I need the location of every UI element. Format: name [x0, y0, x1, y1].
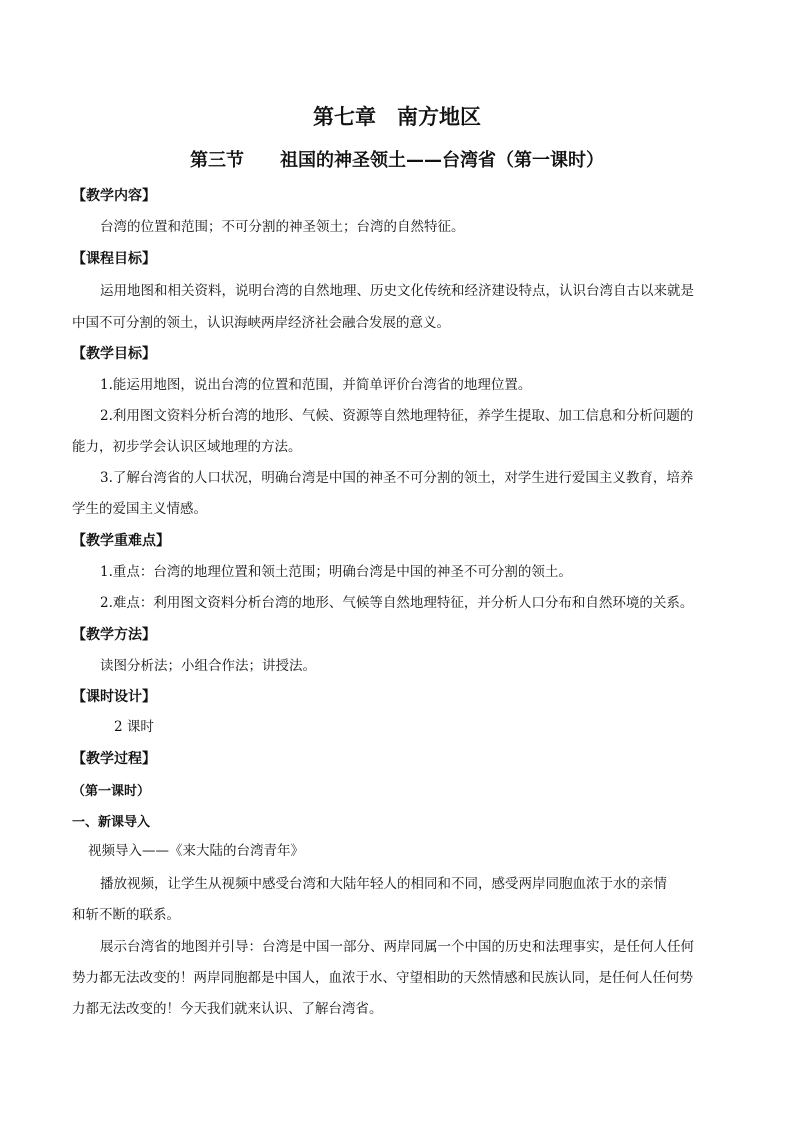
heading-lesson-design: 【课时设计】 — [72, 689, 156, 705]
heading-key-difficult-points: 【教学重难点】 — [72, 533, 170, 549]
part-one-line-5: 势力都无法改变的！两岸同胞都是中国人，血浓于水、守望相助的天然情感和民族认同，是任何人任何势 — [72, 970, 693, 986]
part-one-line-2: 播放视频，让学生从视频中感受台湾和大陆年轻人的相同和不同，感受两岸同胞血浓于水的亲情 — [100, 876, 667, 892]
key-points-line-2: 2.难点：利用图文资料分析台湾的地形、气候等自然地理特征，并分析人口分布和自然环境的关系。 — [100, 595, 694, 611]
key-points-line-1: 1.重点：台湾的地理位置和领土范围；明确台湾是中国的神圣不可分割的领土。 — [100, 564, 572, 580]
part-one-line-3: 和斩不断的联系。 — [72, 907, 180, 923]
teaching-goals-line-3: 能力，初步学会认识区域地理的方法。 — [72, 439, 302, 455]
heading-teaching-content: 【教学内容】 — [72, 188, 156, 204]
lesson-label: （第一课时） — [72, 784, 151, 799]
teaching-goals-line-5: 学生的爱国主义情感。 — [72, 501, 207, 517]
heading-teaching-goals: 【教学目标】 — [72, 346, 156, 362]
teaching-goals-line-1: 1.能运用地图，说出台湾的位置和范围，并简单评价台湾省的地理位置。 — [100, 377, 532, 393]
section-title: 第三节 祖国的神圣领土——台湾省（第一课时） — [190, 150, 604, 171]
teaching-goals-line-4: 3.了解台湾省的人口状况，明确台湾是中国的神圣不可分割的领土，对学生进行爱国主义教育，培养 — [100, 470, 694, 486]
heading-course-goals: 【课程目标】 — [72, 251, 156, 267]
part-one-line-1: 视频导入——《来大陆的台湾青年》 — [88, 843, 304, 859]
part-one-line-6: 力都无法改变的！今天我们就来认识、了解台湾省。 — [72, 1001, 383, 1017]
teaching-methods-line: 读图分析法；小组合作法；讲授法。 — [100, 658, 316, 674]
teaching-goals-line-2: 2.利用图文资料分析台湾的地形、气候、资源等自然地理特征，养学生提取、加工信息和分析问题的 — [100, 408, 694, 424]
chapter-title: 第七章 南方地区 — [313, 105, 481, 129]
heading-teaching-process: 【教学过程】 — [72, 751, 156, 767]
heading-teaching-methods: 【教学方法】 — [72, 627, 156, 643]
part-one-line-4: 展示台湾省的地图并引导：台湾是中国一部分、两岸同属一个中国的历史和法理事实，是任何人任何 — [100, 939, 694, 955]
teaching-content-line: 台湾的位置和范围；不可分割的神圣领土；台湾的自然特征。 — [100, 219, 465, 235]
course-goals-line-1: 运用地图和相关资料，说明台湾的自然地理、历史文化传统和经济建设特点，认识台湾自古以来就是 — [100, 283, 694, 299]
part-one-heading: 一、新课导入 — [72, 815, 151, 830]
course-goals-line-2: 中国不可分割的领土，认识海峡两岸经济社会融合发展的意义。 — [72, 315, 450, 331]
lesson-design-line: 2 课时 — [114, 719, 154, 735]
